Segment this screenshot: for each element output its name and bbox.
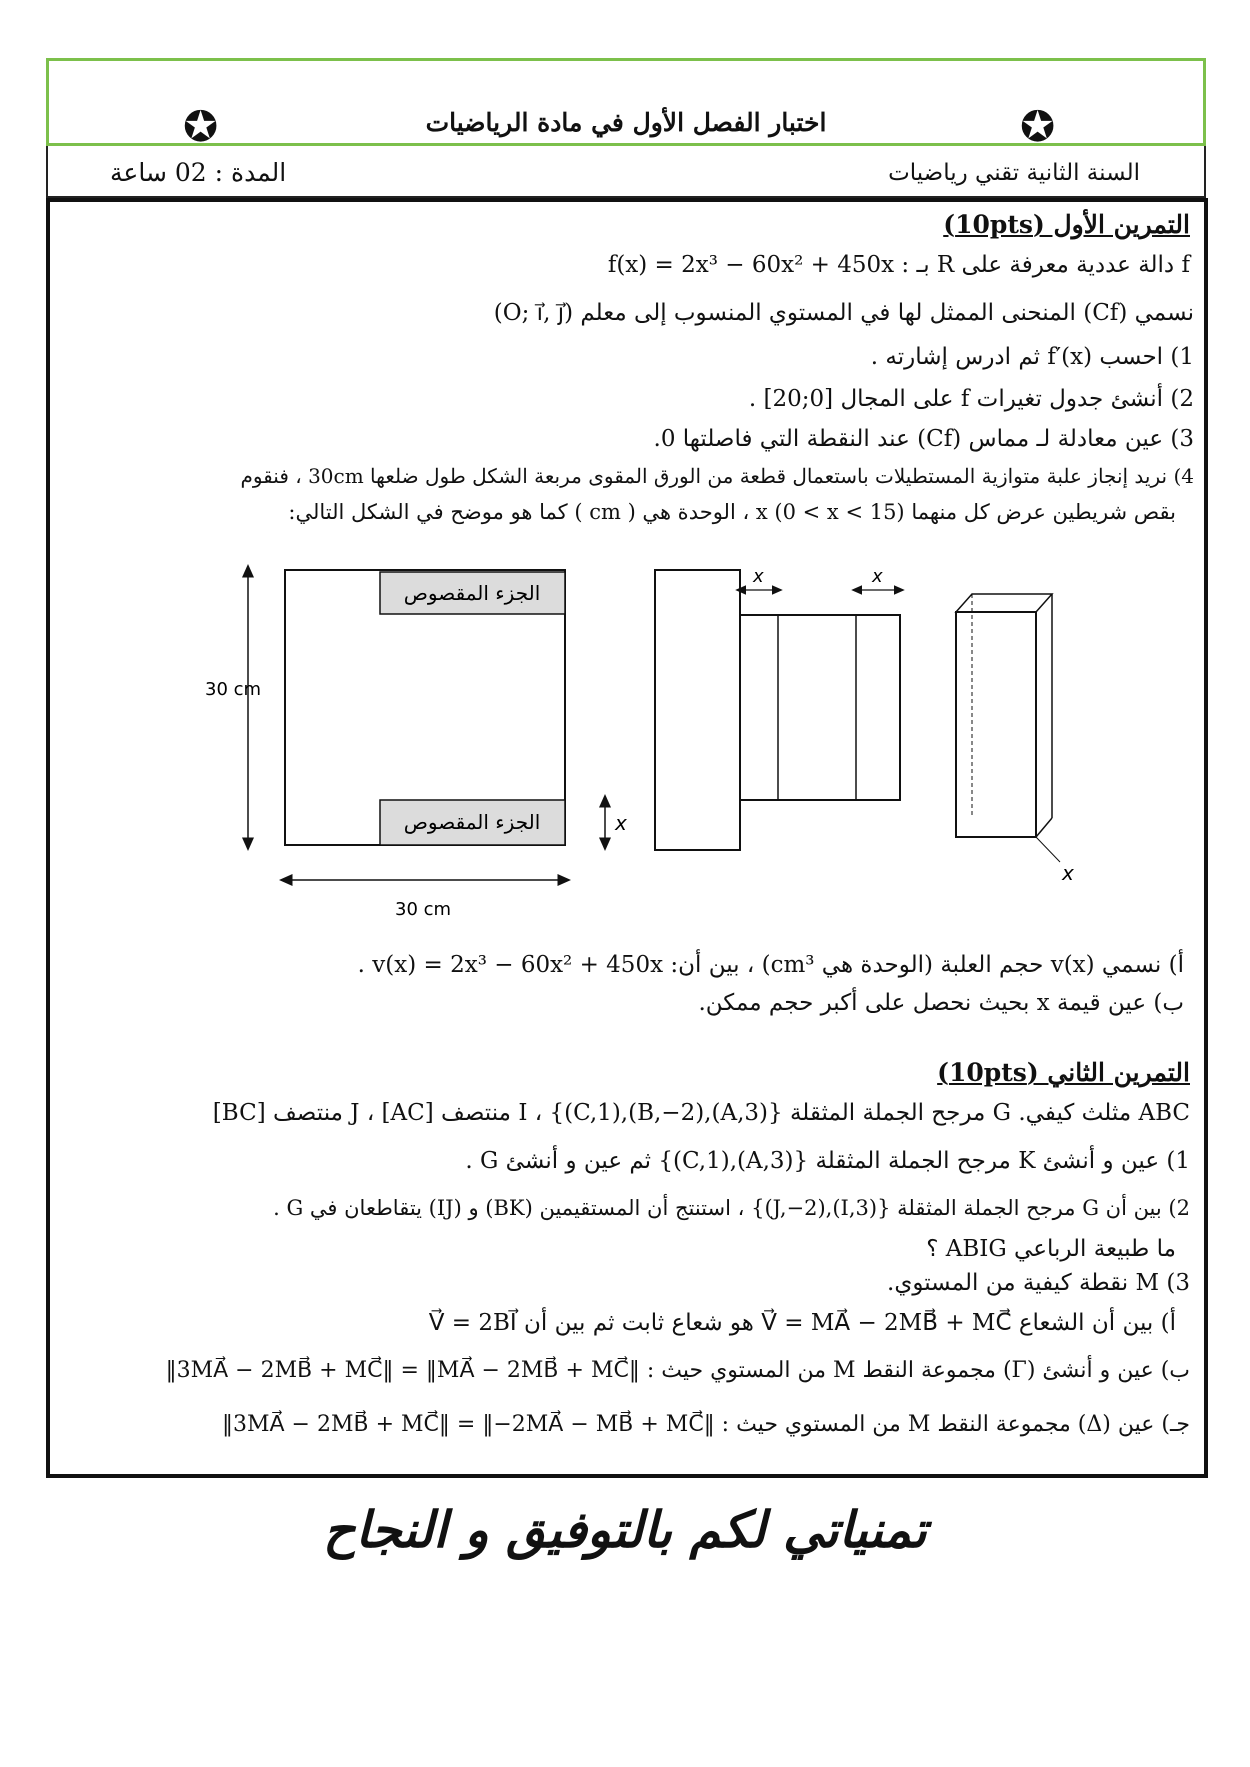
exercise1-heading: التمرين الأول (10pts) <box>943 210 1190 239</box>
exercise2-q3a: أ) بين أن الشعاع V⃗ = MA⃗ − 2MB⃗ + MC⃗ هو شعاع ثابت ثم بين أن V⃗ = 2BI⃗ <box>428 1310 1176 1336</box>
box-net <box>655 566 900 850</box>
exercise1-curve: نسمي (Cf) المنحنى الممثل لها في المستوي المنسوب إلى معلم (O; i⃗, j⃗) <box>493 300 1194 326</box>
exam-title: اختبار الفصل الأول في مادة الرياضيات <box>425 108 827 137</box>
star-right-icon: ✪ <box>1020 102 1056 151</box>
exercise1-q4b: بقص شريطين عرض كل منهما x (0 < x < 15) ، الوحدة هي ( cm ) كما هو موضح في الشكل التالي: <box>288 500 1176 524</box>
x-label-box: x <box>1062 861 1074 885</box>
cut-label-top: الجزء المقصوص <box>403 581 541 605</box>
exercise2-intro: ABC مثلث كيفي. G مرجح الجملة المثقلة {(A,3),(B,−2),(C,1)} ، I منتصف [AC] ، J منتصف [BC] <box>212 1100 1190 1126</box>
exam-duration: المدة : 02 ساعة <box>110 158 287 187</box>
x-label-net-right: x <box>872 566 883 587</box>
box-figure <box>150 550 1180 930</box>
exercise1-qb: ب) عين قيمة x بحيث نحصل على أكبر حجم ممكن. <box>698 990 1184 1016</box>
x-label-sheet: x <box>615 811 627 835</box>
exercise2-q3b: ب) عين و أنشئ (Γ) مجموعة النقط M من المستوي حيث : ‖3MA⃗ − 2MB⃗ + MC⃗‖ = ‖MA⃗ − 2MB⃗ + MC⃗‖ <box>165 1358 1190 1383</box>
exercise2-q3c: جـ) عين (Δ) مجموعة النقط M من المستوي حيث : ‖3MA⃗ − 2MB⃗ + MC⃗‖ = ‖−2MA⃗ − MB⃗ + MC⃗‖ <box>221 1412 1190 1437</box>
box-3d <box>956 594 1074 885</box>
exercise2-heading: التمرين الثاني (10pts) <box>937 1058 1190 1087</box>
exercise2-q3: 3) M نقطة كيفية من المستوي. <box>887 1270 1190 1296</box>
square-sheet <box>205 570 627 920</box>
exercise2-q2b: ما طبيعة الرباعي ABIG ؟ <box>926 1236 1176 1262</box>
closing-wishes: تمنياتي لكم بالتوفيق و النجاح <box>323 1500 927 1559</box>
exercise2-q1: 1) عين و أنشئ K مرجح الجملة المثقلة {(A,3),(C,1)} ثم عين و أنشئ G . <box>465 1148 1190 1174</box>
exercise1-qa: أ) نسمي v(x) حجم العلبة (الوحدة هي cm³) ، بين أن: v(x) = 2x³ − 60x² + 450x . <box>357 952 1184 978</box>
class-level: السنة الثانية تقني رياضيات <box>888 160 1140 186</box>
exercise1-intro: f دالة عددية معرفة على R بـ : f(x) = 2x³ − 60x² + 450x <box>607 252 1190 278</box>
cut-label-bottom: الجزء المقصوص <box>403 810 541 834</box>
exercise1-q3: 3) عين معادلة لـ مماس (Cf) عند النقطة التي فاصلتها 0. <box>653 426 1194 452</box>
exercise1-q1: 1) احسب f′(x) ثم ادرس إشارته . <box>870 344 1194 370</box>
bottom-dimension-label: 30 cm <box>395 899 452 920</box>
star-left-icon: ✪ <box>183 102 219 151</box>
exercise2-q2: 2) بين أن G مرجح الجملة المثقلة {(I,3),(J,−2)} ، استنتج أن المستقيمين (BK) و (IJ) يتقاطعان في G . <box>273 1196 1190 1220</box>
side-dimension-label: 30 cm <box>205 679 262 700</box>
x-label-net-left: x <box>753 566 764 587</box>
exercise1-q2: 2) أنشئ جدول تغيرات f على المجال [0;20] . <box>748 386 1194 412</box>
exercise1-q4a: 4) نريد إنجاز علبة متوازية المستطيلات باستعمال قطعة من الورق المقوى مربعة الشكل طول ضلعها 30cm ، فنقوم <box>240 464 1194 488</box>
